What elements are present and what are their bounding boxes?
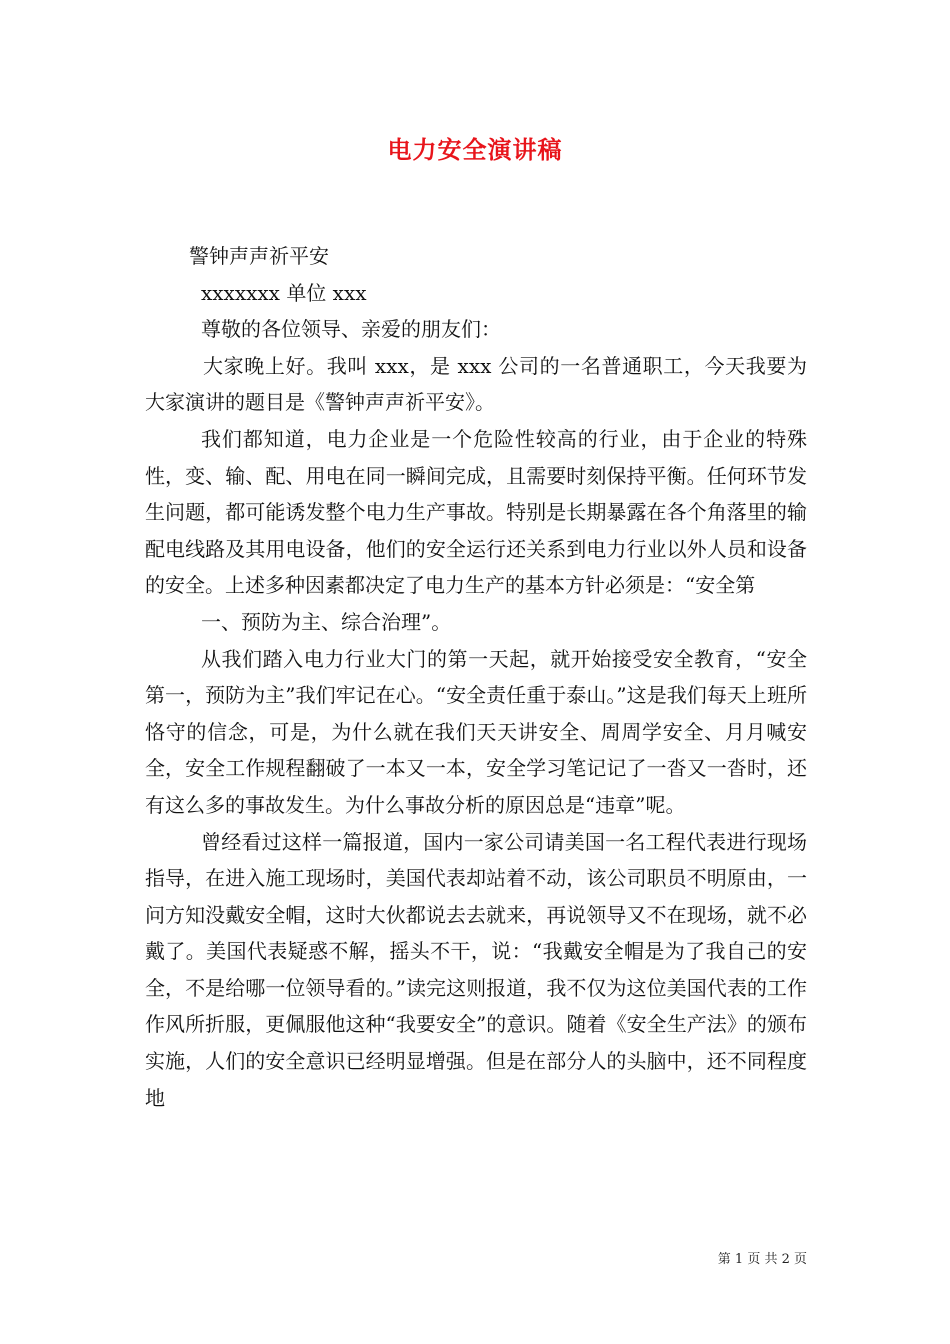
speaker-line: xxxxxxx 单位 xxx — [201, 280, 367, 305]
paragraph: 从我们踏入电力行业大门的第一天起，就开始接受安全教育，“安全第一，预防为主”我们牢记在心。“安全责任重于泰山。”这是我们每天上班所恪守的信念，可是，为什么就在我们天天讲安全、周周学安全、月月喊安全，安全工作规程翻破了一本又一本，安全学习笔记记了一沓又一沓时，还有这么多的事故发生。为什么事故分析的原因总是“违章”呢。 — [145, 646, 807, 817]
salutation: 尊敬的各位领导、亲爱的朋友们： — [201, 317, 501, 342]
paragraph: 我们都知道，电力企业是一个危险性较高的行业，由于企业的特殊性，变、输、配、用电在同一瞬间完成，且需要时刻保持平衡。任何环节发生问题，都可能诱发整个电力生产事故。特别是长期暴露在各个角落里的输配电线路及其用电设备，他们的安全运行还关系到电力行业以外人员和设备的安全。上述多种因素都决定了电力生产的基本方针必须是：“安全第 — [145, 426, 807, 598]
document-body — [145, 238, 807, 1116]
speech-subtitle: 警钟声声祈平安 — [189, 244, 329, 268]
paragraph: 一、预防为主、综合治理”。 — [201, 609, 452, 634]
paragraph: 大家晚上好。我叫 xxx，是 xxx 公司的一名普通职工，今天我要为大家演讲的题目是《警钟声声祈平安》。 — [145, 353, 807, 415]
page-number: 第 1 页 共 2 页 — [717, 1252, 807, 1267]
document-title: 电力安全演讲稿 — [387, 135, 563, 164]
paragraph: 曾经看过这样一篇报道，国内一家公司请美国一名工程代表进行现场指导，在进入施工现场时，美国代表却站着不动，该公司职员不明原由，一问方知没戴安全帽，这时大伙都说去去就来，再说领导又不在现场，就不必戴了。美国代表疑惑不解，摇头不干，说：“我戴安全帽是为了我自己的安全，不是给哪一位领导看的。”读完这则报道，我不仅为这位美国代表的工作作风所折服，更佩服他这种“我要安全”的意识。随着《安全生产法》的颁布实施，人们的安全意识已经明显增强。但是在部分人的头脑中，还不同程度地 — [145, 829, 807, 1110]
